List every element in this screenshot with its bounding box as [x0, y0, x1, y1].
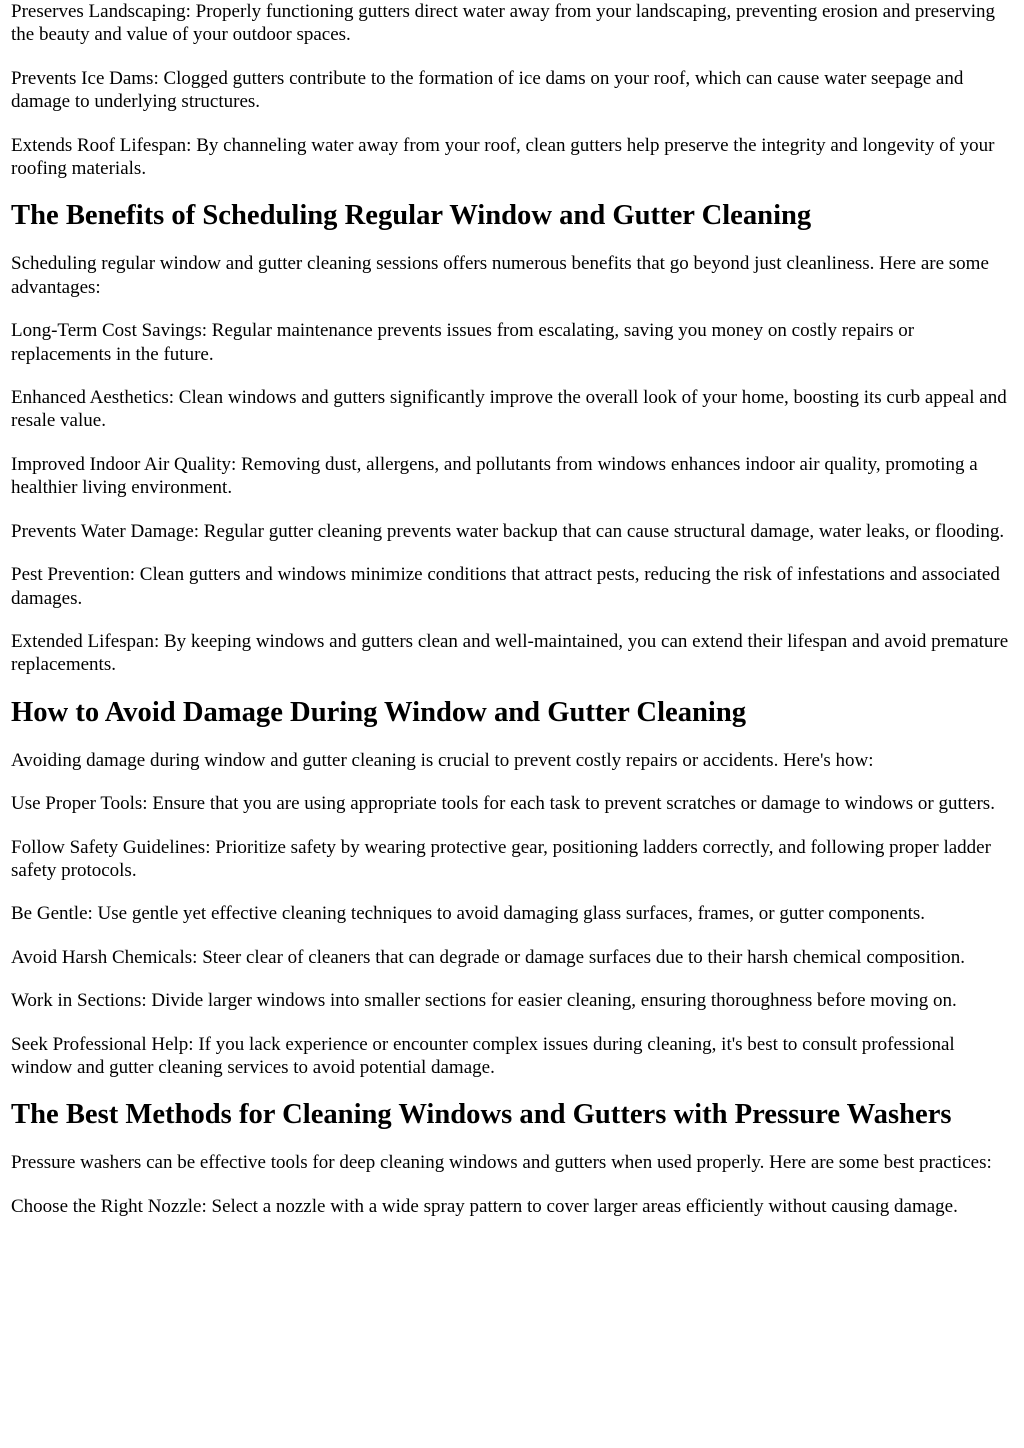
paragraph-avoid-damage-intro: Avoiding damage during window and gutter cleaning is crucial to prevent costly repairs or accidents. Here's how: [11, 749, 874, 771]
paragraph-prevents-ice-dams: Prevents Ice Dams: Clogged gutters contribute to the formation of ice dams on your roof, which can cause water seepage and damage to underlying structures. [11, 67, 964, 113]
heading-benefits-regular-cleaning: The Benefits of Scheduling Regular Window and Gutter Cleaning [11, 200, 812, 232]
paragraph-enhanced-aesthetics: Enhanced Aesthetics: Clean windows and gutters significantly improve the overall look of your home, boosting its curb appeal and resale value. [11, 387, 1007, 432]
paragraph-extended-lifespan: Extended Lifespan: By keeping windows and gutters clean and well-maintained, you can extend their lifespan and avoid premature replacements. [11, 630, 1009, 676]
paragraph-right-nozzle: Choose the Right Nozzle: Select a nozzle with a wide spray pattern to cover larger areas efficiently without causing damage. [11, 1195, 958, 1217]
paragraph-safety-guidelines: Follow Safety Guidelines: Prioritize safety by wearing protective gear, positioning ladders correctly, and following proper ladder safety protocols. [11, 836, 991, 881]
paragraph-preserves-landscaping: Preserves Landscaping: Properly functioning gutters direct water away from your landscaping, preventing erosion and preserving the beauty and value of your outdoor spaces. [11, 1, 996, 46]
paragraph-pressure-washers-intro: Pressure washers can be effective tools for deep cleaning windows and gutters when used properly. Here are some best practices: [11, 1152, 992, 1174]
paragraph-work-in-sections: Work in Sections: Divide larger windows into smaller sections for easier cleaning, ensuring thoroughness before moving on. [11, 990, 957, 1012]
paragraph-harsh-chemicals: Avoid Harsh Chemicals: Steer clear of cleaners that can degrade or damage surfaces due to their harsh chemical composition. [11, 946, 966, 968]
heading-avoid-damage: How to Avoid Damage During Window and Gutter Cleaning [11, 696, 747, 728]
paragraph-indoor-air-quality: Improved Indoor Air Quality: Removing dust, allergens, and pollutants from windows enhances indoor air quality, promoting a healthier living environment. [11, 453, 978, 499]
paragraph-be-gentle: Be Gentle: Use gentle yet effective cleaning techniques to avoid damaging glass surfaces, frames, or gutter components. [11, 903, 925, 925]
paragraph-proper-tools: Use Proper Tools: Ensure that you are using appropriate tools for each task to prevent scratches or damage to windows or gutters. [11, 793, 995, 815]
document-page [11, 0, 1015, 1238]
paragraph-pest-prevention: Pest Prevention: Clean gutters and windows minimize conditions that attract pests, reducing the risk of infestations and associated damages. [11, 564, 1000, 609]
paragraph-benefits-intro: Scheduling regular window and gutter cleaning sessions offers numerous benefits that go beyond just cleanliness. Here are some advantages: [11, 253, 989, 298]
heading-pressure-washers: The Best Methods for Cleaning Windows and Gutters with Pressure Washers [11, 1099, 952, 1131]
paragraph-prevents-water-damage: Prevents Water Damage: Regular gutter cleaning prevents water backup that can cause structural damage, water leaks, or flooding. [11, 520, 1005, 542]
paragraph-cost-savings: Long-Term Cost Savings: Regular maintenance prevents issues from escalating, saving you money on costly repairs or replacements in the future. [11, 320, 915, 365]
paragraph-professional-help: Seek Professional Help: If you lack experience or encounter complex issues during cleaning, it's best to consult professional window and gutter cleaning services to avoid potential damage. [11, 1033, 955, 1078]
paragraph-extends-roof-lifespan: Extends Roof Lifespan: By channeling water away from your roof, clean gutters help preserve the integrity and longevity of your roofing materials. [11, 134, 995, 180]
